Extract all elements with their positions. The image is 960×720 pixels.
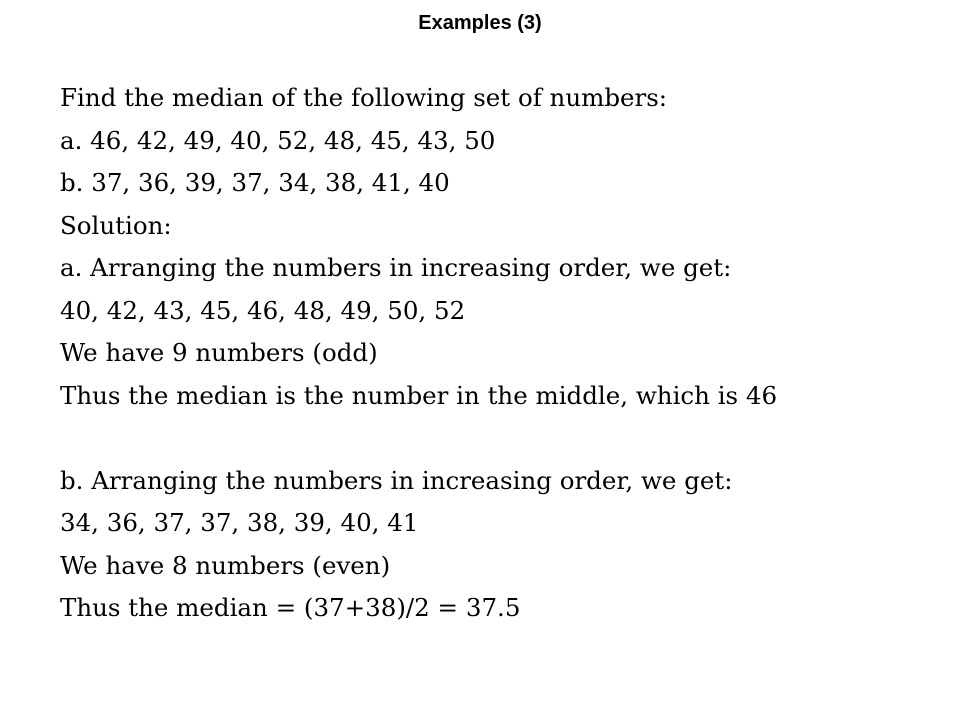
slide-content bbox=[60, 77, 940, 630]
solution-a-sorted: 40, 42, 43, 45, 46, 48, 49, 50, 52 bbox=[60, 295, 466, 325]
solution-b-sorted: 34, 36, 37, 37, 38, 39, 40, 41 bbox=[60, 508, 419, 537]
problem-prompt: Find the median of the following set of numbers: bbox=[60, 83, 668, 112]
spacer bbox=[60, 417, 940, 460]
problem-part-a: a. 46, 42, 49, 40, 52, 48, 45, 43, 50 bbox=[60, 125, 496, 155]
problem-part-b: b. 37, 36, 39, 37, 34, 38, 41, 40 bbox=[60, 168, 450, 197]
solution-a-result: Thus the median is the number in the middle, which is 46 bbox=[60, 380, 778, 410]
solution-b-count: We have 8 numbers (even) bbox=[60, 550, 391, 580]
solution-b-intro: b. Arranging the numbers in increasing order, we get: bbox=[60, 465, 733, 495]
solution-a-count: We have 9 numbers (odd) bbox=[60, 338, 378, 367]
solution-a-intro: a. Arranging the numbers in increasing order, we get: bbox=[60, 253, 732, 282]
solution-heading: Solution: bbox=[60, 210, 172, 240]
solution-b-result: Thus the median = (37+38)/2 = 37.5 bbox=[60, 593, 521, 622]
slide-title: Examples (3) bbox=[418, 12, 542, 34]
